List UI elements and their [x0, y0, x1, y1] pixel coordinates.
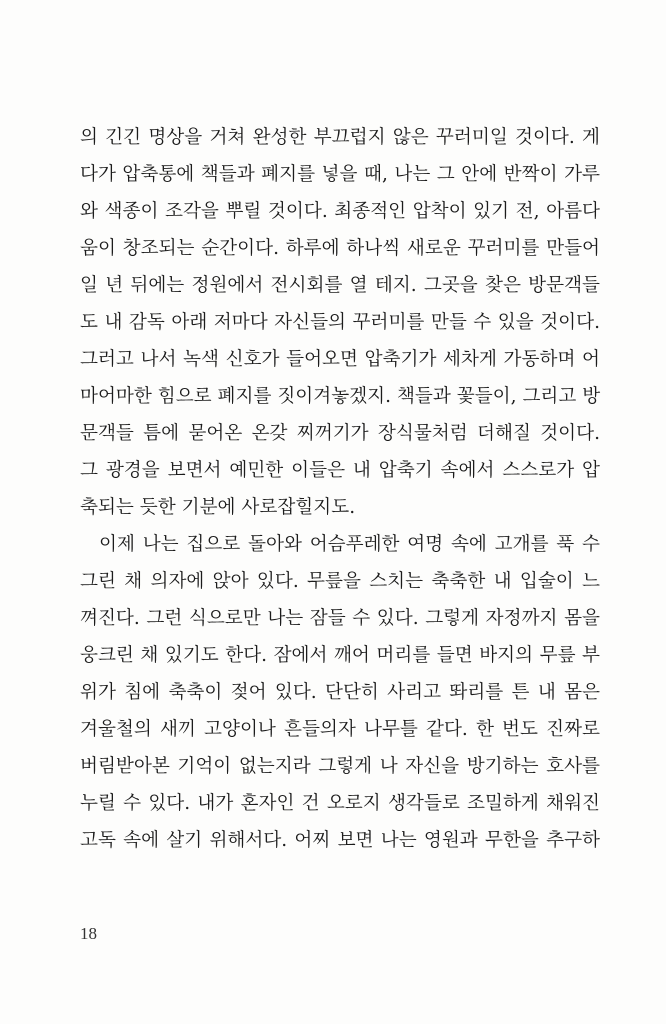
text-line: 움이 창조되는 순간이다. 하루에 하나씩 새로운 꾸러미를 만들어 — [80, 238, 600, 259]
text-line: 그러고 나서 녹색 신호가 들어오면 압축기가 세차게 가동하며 어 — [80, 349, 600, 370]
text-line: 이제 나는 집으로 돌아와 어슴푸레한 여명 속에 고개를 푹 수 — [99, 534, 600, 555]
text-line: 와 색종이 조각을 뿌릴 것이다. 최종적인 압착이 있기 전, 아름다 — [80, 201, 600, 222]
text-line: 도 내 감독 아래 저마다 자신들의 꾸러미를 만들 수 있을 것이다. — [80, 312, 600, 333]
text-line: 웅크린 채 있기도 한다. 잠에서 깨어 머리를 들면 바지의 무릎 부 — [80, 645, 600, 666]
text-line: 다가 압축통에 책들과 폐지를 넣을 때, 나는 그 안에 반짝이 가루 — [80, 164, 600, 185]
text-line: 겨울철의 새끼 고양이나 흔들의자 나무틀 같다. 한 번도 진짜로 — [80, 719, 600, 740]
text-line: 문객들 틈에 묻어온 온갖 찌꺼기가 장식물처럼 더해질 것이다. — [80, 423, 600, 444]
text-line: 누릴 수 있다. 내가 혼자인 건 오로지 생각들로 조밀하게 채워진 — [80, 793, 600, 814]
text-line: 의 긴긴 명상을 거쳐 완성한 부끄럽지 않은 꾸러미일 것이다. 게 — [80, 127, 600, 148]
text-line: 일 년 뒤에는 정원에서 전시회를 열 테지. 그곳을 찾은 방문객들 — [80, 275, 600, 296]
text-line: 마어마한 힘으로 폐지를 짓이겨놓겠지. 책들과 꽃들이, 그리고 방 — [80, 386, 601, 407]
page-number: 18 — [80, 924, 97, 943]
text-line: 고독 속에 살기 위해서다. 어찌 보면 나는 영원과 무한을 추구하 — [80, 830, 600, 851]
text-line: 위가 침에 축축이 젖어 있다. 단단히 사리고 똬리를 튼 내 몸은 — [80, 682, 600, 703]
text-line: 버림받아본 기억이 없는지라 그렇게 나 자신을 방기하는 호사를 — [80, 756, 600, 777]
text-line: 껴진다. 그런 식으로만 나는 잠들 수 있다. 그렇게 자정까지 몸을 — [80, 608, 600, 629]
text-line: 그 광경을 보면서 예민한 이들은 내 압축기 속에서 스스로가 압 — [80, 460, 600, 481]
text-line: 그린 채 의자에 앉아 있다. 무릎을 스치는 축축한 내 입술이 느 — [80, 571, 600, 592]
text-line: 축되는 듯한 기분에 사로잡힐지도. — [80, 497, 356, 518]
